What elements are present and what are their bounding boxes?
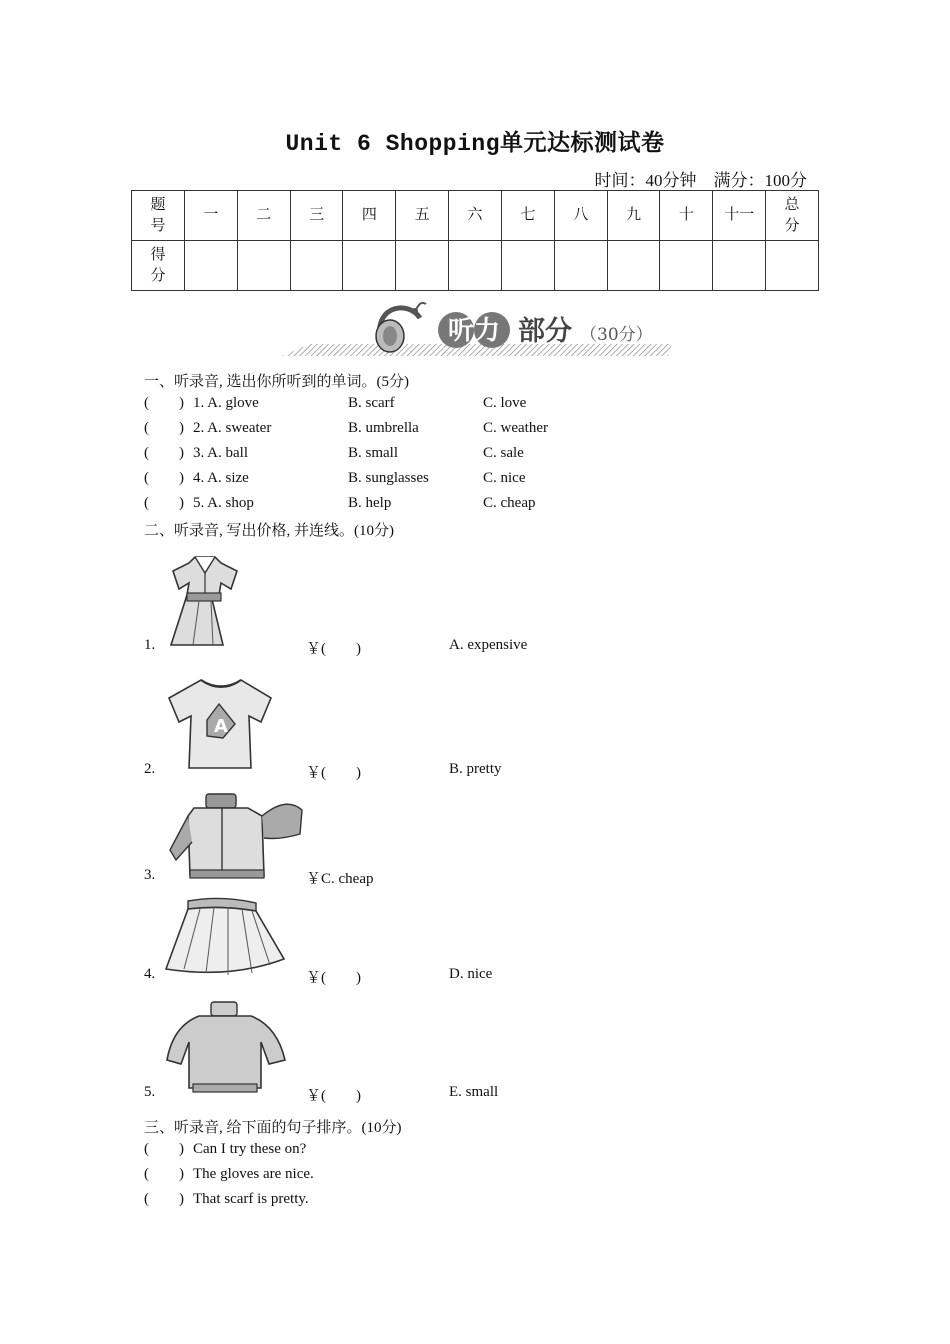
t-shirt-icon [167, 672, 275, 772]
question-option-a: 3. A. ball [193, 445, 248, 461]
total-label: 总 分 [766, 191, 819, 241]
answer-blank[interactable]: ( ) [144, 495, 184, 511]
answer-blank[interactable]: ( ) [144, 445, 184, 461]
column-header: 五 [396, 191, 449, 241]
question-option-c: C. cheap [483, 495, 536, 511]
order-blank[interactable]: ( ) [144, 1141, 184, 1157]
match-option: A. expensive [449, 637, 528, 653]
column-header: 二 [237, 191, 290, 241]
price-blank[interactable]: ￥C. cheap [306, 871, 374, 887]
skirt-icon [160, 895, 286, 977]
question-option-a: 2. A. sweater [193, 420, 272, 436]
question-option-c: C. sale [483, 445, 524, 461]
banner-label: 听力 [447, 316, 501, 346]
column-header: 三 [290, 191, 343, 241]
column-header: 七 [501, 191, 554, 241]
score-cell[interactable] [343, 241, 396, 291]
match-option: D. nice [449, 966, 493, 982]
section2-number: 3. [144, 867, 156, 883]
sweater-icon [165, 998, 289, 1096]
score-cell[interactable] [501, 241, 554, 291]
score-cell[interactable] [237, 241, 290, 291]
price-blank[interactable]: ￥( ) [306, 641, 361, 657]
question-option-c: C. nice [483, 470, 526, 486]
price-blank[interactable]: ￥( ) [306, 1088, 361, 1104]
score-cell[interactable] [607, 241, 660, 291]
sentence-text: Can I try these on? [193, 1141, 307, 1157]
question-option-c: C. love [483, 395, 527, 411]
column-header: 六 [449, 191, 502, 241]
time-and-score-info: 时间：40分钟 满分：100分 [594, 171, 807, 190]
score-cell[interactable] [766, 241, 819, 291]
score-cell[interactable] [713, 241, 766, 291]
question-number-label: 题 号 [132, 191, 185, 241]
question-option-b: B. small [348, 445, 399, 461]
section1-heading: 一、听录音, 选出你所听到的单词。(5分) [144, 374, 409, 390]
question-option-b: B. umbrella [348, 420, 419, 436]
dress-icon [165, 549, 247, 649]
column-header: 十一 [713, 191, 766, 241]
match-option: E. small [449, 1084, 499, 1100]
banner-points: （30分） [580, 325, 653, 345]
score-cell[interactable] [449, 241, 502, 291]
column-header: 四 [343, 191, 396, 241]
question-option-a: 1. A. glove [193, 395, 259, 411]
svg-text:A: A [214, 716, 228, 737]
score-cell[interactable] [396, 241, 449, 291]
listening-section-banner [280, 296, 680, 360]
order-blank[interactable]: ( ) [144, 1166, 184, 1182]
section2-number: 5. [144, 1084, 156, 1100]
column-header: 一 [185, 191, 238, 241]
score-table-score-row [132, 241, 819, 291]
order-blank[interactable]: ( ) [144, 1191, 184, 1207]
column-header: 八 [554, 191, 607, 241]
banner-suffix: 部分 [518, 316, 572, 347]
answer-blank[interactable]: ( ) [144, 470, 184, 486]
question-option-b: B. help [348, 495, 392, 511]
score-label: 得 分 [132, 241, 185, 291]
section2-number: 1. [144, 637, 156, 653]
section3-heading: 三、听录音, 给下面的句子排序。(10分) [144, 1120, 402, 1136]
page-title: Unit 6 Shopping单元达标测试卷 [285, 131, 665, 157]
section2-heading: 二、听录音, 写出价格, 并连线。(10分) [144, 523, 394, 539]
score-cell[interactable] [290, 241, 343, 291]
score-table-header-row [132, 191, 819, 241]
sentence-text: The gloves are nice. [193, 1166, 314, 1182]
question-option-a: 4. A. size [193, 470, 249, 486]
question-option-b: B. scarf [348, 395, 395, 411]
match-option: B. pretty [449, 761, 502, 777]
column-header: 九 [607, 191, 660, 241]
score-cell[interactable] [185, 241, 238, 291]
sentence-text: That scarf is pretty. [193, 1191, 309, 1207]
score-cell[interactable] [554, 241, 607, 291]
answer-blank[interactable]: ( ) [144, 395, 184, 411]
question-option-c: C. weather [483, 420, 548, 436]
question-option-a: 5. A. shop [193, 495, 254, 511]
section2-number: 4. [144, 966, 156, 982]
price-blank[interactable]: ￥( ) [306, 970, 361, 986]
answer-blank[interactable]: ( ) [144, 420, 184, 436]
jacket-icon [166, 790, 304, 886]
price-blank[interactable]: ￥( ) [306, 765, 361, 781]
column-header: 十 [660, 191, 713, 241]
score-table [131, 190, 819, 291]
section2-number: 2. [144, 761, 156, 777]
question-option-b: B. sunglasses [348, 470, 429, 486]
score-cell[interactable] [660, 241, 713, 291]
